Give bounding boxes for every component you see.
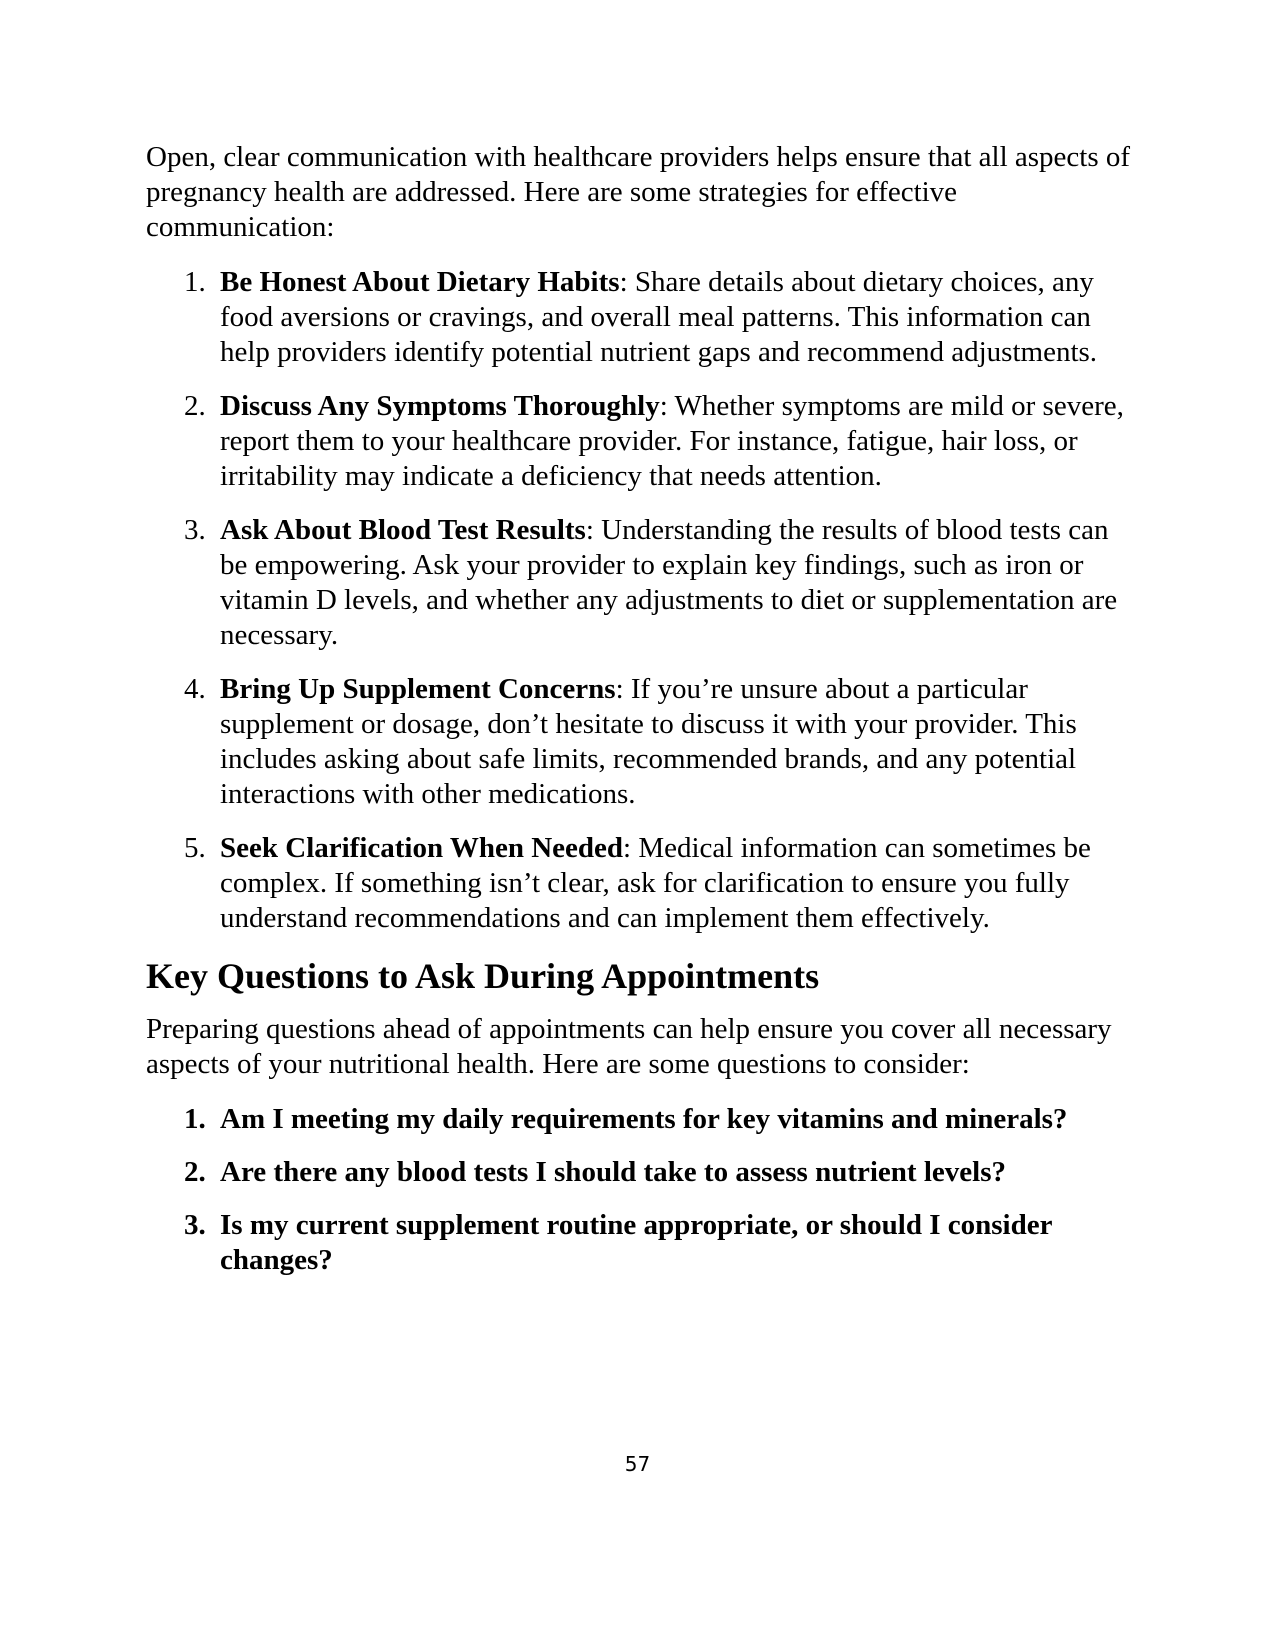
list-number: 4. xyxy=(184,673,206,705)
list-number: 2. xyxy=(184,1156,206,1188)
page-content xyxy=(146,140,1136,1278)
item-title: Bring Up Supplement Concerns xyxy=(220,673,616,705)
item-title: Ask About Blood Test Results xyxy=(220,514,586,546)
list-item xyxy=(146,513,1136,653)
page-number: 57 xyxy=(624,1452,651,1476)
questions-list xyxy=(146,1102,1136,1278)
item-text: : Understanding the results of blood tests can be empowering. Ask your provider to explain key findings, such as iron or vitamin D levels, and whether any adjustments to diet or supplementation are necessary. xyxy=(220,514,1118,651)
list-number: 1. xyxy=(184,1103,206,1135)
list-number: 1. xyxy=(184,266,206,298)
item-text: : Share details about dietary choices, any food aversions or cravings, and overall meal patterns. This information can help providers identify potential nutrient gaps and recommend adjustments. xyxy=(220,266,1098,368)
item-title: Seek Clarification When Needed xyxy=(220,832,624,864)
item-text: : Whether symptoms are mild or severe, report them to your healthcare provider. For instance, fatigue, hair loss, or irritability may indicate a deficiency that needs attention. xyxy=(220,390,1124,492)
section-heading: Key Questions to Ask During Appointments xyxy=(146,956,820,996)
strategies-list xyxy=(146,265,1136,936)
question-text: Is my current supplement routine appropriate, or should I consider changes? xyxy=(220,1209,1052,1276)
question-item xyxy=(146,1102,1136,1137)
section-intro-paragraph: Preparing questions ahead of appointments can help ensure you cover all necessary aspects of your nutritional health. Here are some questions to consider: xyxy=(146,1013,1112,1080)
list-number: 2. xyxy=(184,390,206,422)
list-item xyxy=(146,672,1136,812)
list-number: 3. xyxy=(184,514,206,546)
list-item xyxy=(146,389,1136,494)
list-number: 5. xyxy=(184,832,206,864)
intro-paragraph: Open, clear communication with healthcare providers helps ensure that all aspects of pregnancy health are addressed. Here are some strategies for effective communication: xyxy=(146,141,1131,243)
item-title: Be Honest About Dietary Habits xyxy=(220,266,620,298)
list-item xyxy=(146,265,1136,370)
question-item xyxy=(146,1155,1136,1190)
item-text: : Medical information can sometimes be complex. If something isn’t clear, ask for clarification to ensure you fully understand recommendations and can implement them effectively. xyxy=(220,832,1091,934)
question-text: Am I meeting my daily requirements for key vitamins and minerals? xyxy=(220,1103,1068,1135)
list-item xyxy=(146,831,1136,936)
question-text: Are there any blood tests I should take to assess nutrient levels? xyxy=(220,1156,1006,1188)
item-title: Discuss Any Symptoms Thoroughly xyxy=(220,390,660,422)
question-item xyxy=(146,1208,1136,1278)
list-number: 3. xyxy=(184,1209,206,1241)
item-text: : If you’re unsure about a particular supplement or dosage, don’t hesitate to discuss it with your provider. This includes asking about safe limits, recommended brands, and any potential interactions with other medications. xyxy=(220,673,1077,810)
